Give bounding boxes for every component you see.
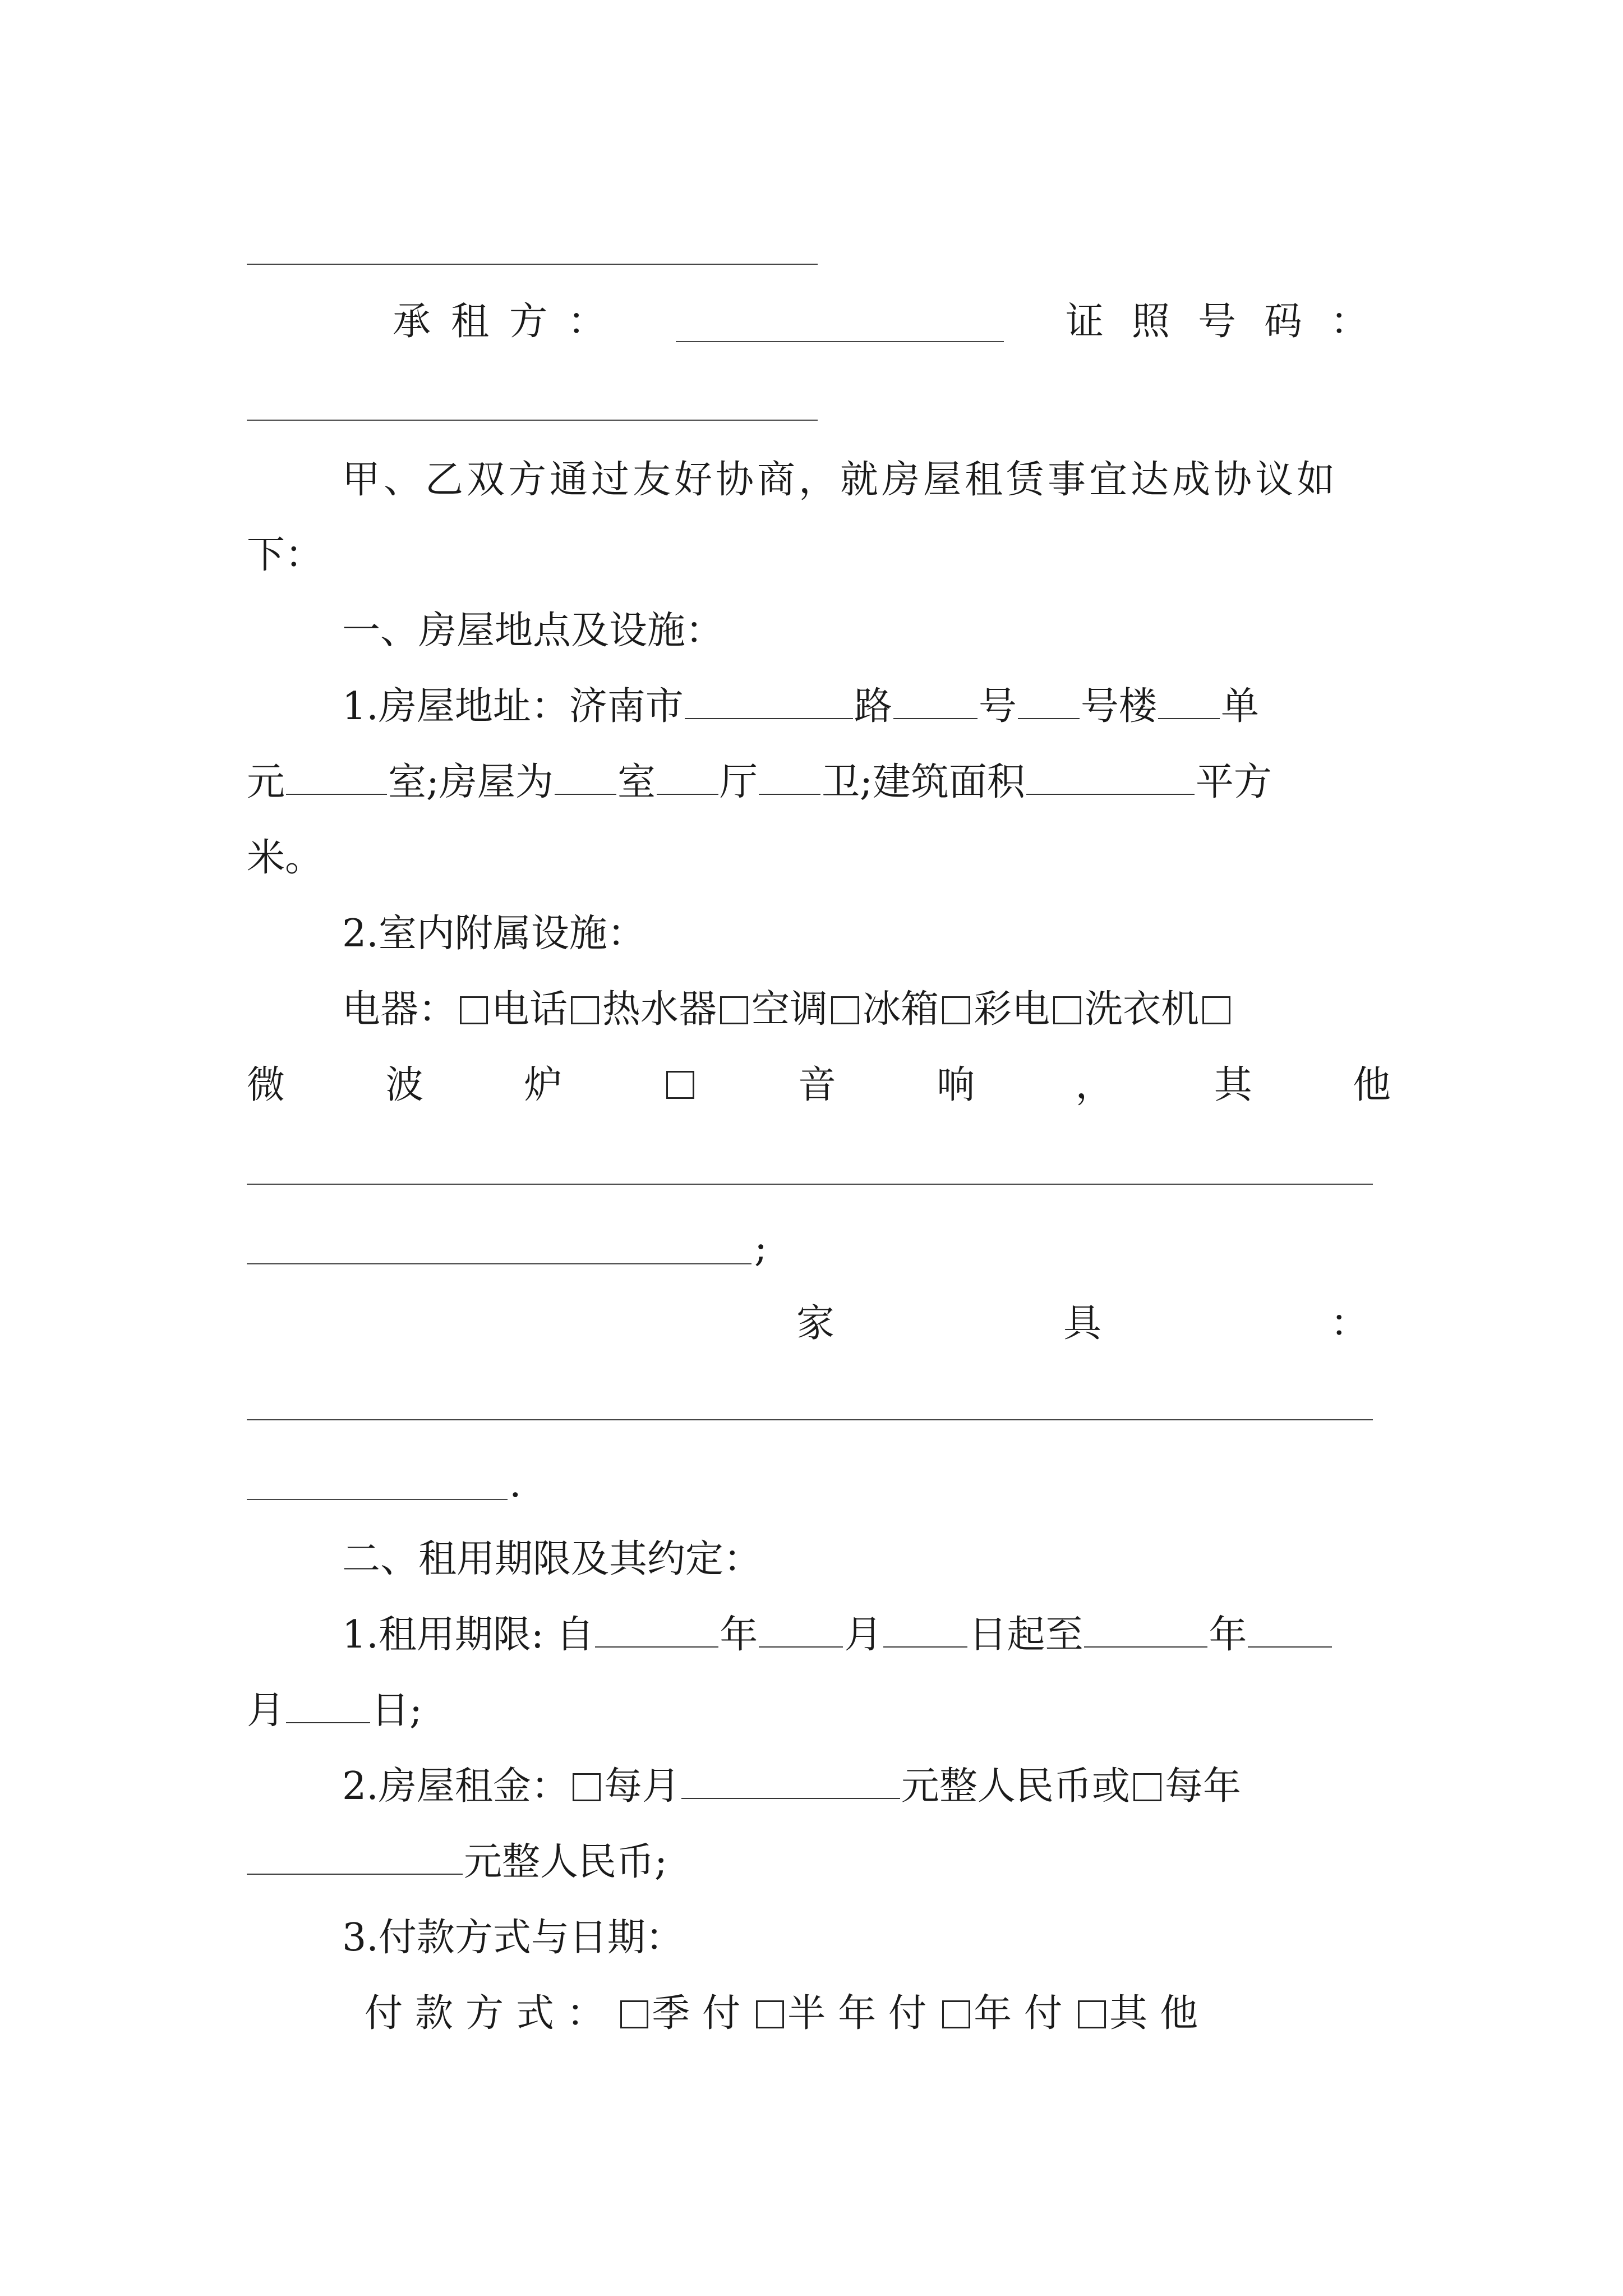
bedroom-label: 室	[617, 760, 656, 804]
checkbox[interactable]	[942, 996, 970, 1024]
appliance-item: 彩电	[974, 987, 1050, 1032]
yuan-end-label: 元整人民币;	[464, 1840, 667, 1884]
section2-heading: 二、租用期限及其约定：	[342, 1537, 762, 1581]
building-field[interactable]	[1018, 685, 1080, 719]
furniture-end: .	[509, 1462, 522, 1506]
area-unit-label: 平方	[1195, 760, 1272, 804]
line-char: 其	[1214, 1063, 1252, 1107]
road-field[interactable]	[685, 685, 853, 719]
payment-option: 半年付	[787, 1991, 939, 2036]
line-char: 微	[247, 1063, 285, 1107]
tenant-name-field[interactable]	[676, 341, 1004, 342]
term-line-1	[342, 1607, 1333, 1663]
rent-label: 2.房屋租金：	[342, 1764, 569, 1809]
year-label: 年	[720, 1613, 758, 1657]
checkbox[interactable]	[620, 2000, 648, 2028]
checkbox[interactable]	[1053, 996, 1081, 1024]
id-colon: ：	[1330, 300, 1368, 344]
facilities-heading: 2.室内附属设施：	[342, 912, 645, 956]
payment-char: 付	[365, 1991, 416, 2036]
furniture-char: ：	[1330, 1301, 1368, 1346]
end-month-field[interactable]	[1248, 1614, 1332, 1648]
tenant-char: 承	[393, 300, 431, 344]
bedroom-count-field[interactable]	[555, 761, 616, 795]
payment-option: 年付	[974, 1991, 1075, 2036]
furniture-field[interactable]	[247, 1419, 1373, 1420]
building-label: 号楼	[1080, 684, 1157, 729]
furniture-char: 家	[796, 1301, 835, 1346]
line-char: 炉	[524, 1063, 562, 1107]
yuan-or-label: 元整人民币或	[901, 1764, 1130, 1809]
checkbox[interactable]	[1133, 1773, 1161, 1801]
year-label: 年	[1209, 1613, 1247, 1657]
checkbox[interactable]	[1202, 996, 1230, 1024]
rent-line-1	[342, 1759, 1241, 1815]
checkbox[interactable]	[720, 996, 748, 1024]
furniture-label	[796, 1296, 1368, 1352]
section1-heading: 一、房屋地点及设施：	[342, 609, 724, 653]
day-label: 日;	[371, 1688, 422, 1733]
area-field[interactable]	[1026, 761, 1195, 795]
checkbox[interactable]	[573, 1773, 601, 1801]
intro-line-1: 甲、乙双方通过友好协商，就房屋租赁事宜达成协议如	[342, 458, 1339, 502]
line-char: ，	[1075, 1063, 1114, 1107]
day-from-label: 日起至	[969, 1613, 1083, 1657]
blank-line[interactable]	[247, 264, 818, 265]
payment-char: 式	[516, 1991, 567, 2036]
id-char: 证	[1066, 300, 1104, 344]
address-line-2	[247, 754, 1272, 811]
appliance-item: 热水器	[602, 987, 717, 1032]
id-number-field[interactable]	[247, 420, 818, 421]
checkbox[interactable]	[756, 2000, 784, 2028]
tenant-char: 租	[450, 300, 489, 344]
line-char: 他	[1352, 1063, 1391, 1107]
tenant-char: 方	[509, 300, 547, 344]
appliance-item: 冰箱	[863, 987, 939, 1032]
checkbox[interactable]	[460, 996, 488, 1024]
id-char: 号	[1197, 300, 1236, 344]
furniture-char: 具	[1063, 1301, 1101, 1346]
appliances-line	[342, 982, 1234, 1038]
end-year-field[interactable]	[1084, 1614, 1207, 1648]
appliance-item: 洗衣机	[1085, 987, 1200, 1032]
payment-line	[365, 1986, 1210, 2042]
tenant-label	[393, 294, 606, 350]
room-field[interactable]	[286, 761, 387, 795]
unit-suffix: 元	[247, 760, 285, 804]
checkbox[interactable]	[942, 2000, 970, 2028]
livingroom-count-field[interactable]	[657, 761, 718, 795]
address-line-3: 米。	[247, 836, 324, 880]
start-month-field[interactable]	[759, 1614, 843, 1648]
appliances-end: ;	[754, 1226, 767, 1271]
monthly-label: 每月	[603, 1764, 680, 1809]
checkbox[interactable]	[571, 996, 599, 1024]
bathroom-label: 卫;建筑面积	[821, 760, 1025, 804]
term-line-2	[247, 1683, 422, 1739]
checkbox[interactable]	[831, 996, 859, 1024]
id-char: 码	[1264, 300, 1302, 344]
address-label: 1.房屋地址：济南市	[342, 684, 684, 729]
road-label: 路	[854, 684, 892, 729]
livingroom-label: 厅	[719, 760, 758, 804]
appliances-label: 电器：	[342, 987, 457, 1032]
yearly-label: 每年	[1164, 1764, 1241, 1809]
payment-option: 其他	[1109, 1991, 1211, 2036]
checkbox[interactable]	[1078, 2000, 1106, 2028]
rent-line-2	[247, 1834, 667, 1890]
payment-char: ：	[566, 1991, 617, 2036]
number-field[interactable]	[893, 685, 978, 719]
start-day-field[interactable]	[883, 1614, 967, 1648]
payment-char: 款	[415, 1991, 466, 2036]
payment-option: 季付	[652, 1991, 753, 2036]
furniture-field-2[interactable]	[247, 1499, 508, 1500]
id-number-label	[1066, 294, 1368, 350]
intro-line-2: 下：	[247, 533, 324, 577]
month-label: 月	[247, 1688, 285, 1733]
monthly-amount-field[interactable]	[681, 1765, 900, 1799]
appliance-item: 电话	[491, 987, 568, 1032]
yearly-amount-field[interactable]	[247, 1841, 463, 1875]
other-appliances-field-2[interactable]	[247, 1263, 751, 1264]
appliances-line-2	[247, 1057, 1391, 1114]
other-appliances-field[interactable]	[247, 1184, 1373, 1185]
checkbox[interactable]	[666, 1071, 694, 1099]
line-char: 响	[937, 1063, 975, 1107]
payment-heading: 3.付款方式与日期：	[342, 1916, 684, 1960]
tenant-colon: ：	[567, 300, 606, 344]
line-char: 波	[385, 1063, 424, 1107]
room-label: 室;房屋为	[388, 760, 554, 804]
month-label: 月	[844, 1613, 883, 1657]
term-label: 1.租用期限: 自	[342, 1613, 594, 1657]
id-char: 照	[1131, 300, 1170, 344]
unit-field[interactable]	[1158, 685, 1220, 719]
payment-char: 方	[465, 1991, 517, 2036]
start-year-field[interactable]	[595, 1614, 718, 1648]
appliance-item: 空调	[751, 987, 828, 1032]
bathroom-count-field[interactable]	[759, 761, 820, 795]
number-label: 号	[978, 684, 1017, 729]
unit-label: 单	[1220, 684, 1259, 729]
address-line-1	[342, 679, 1259, 735]
line-char: 音	[797, 1063, 836, 1107]
end-day-field[interactable]	[286, 1690, 370, 1723]
